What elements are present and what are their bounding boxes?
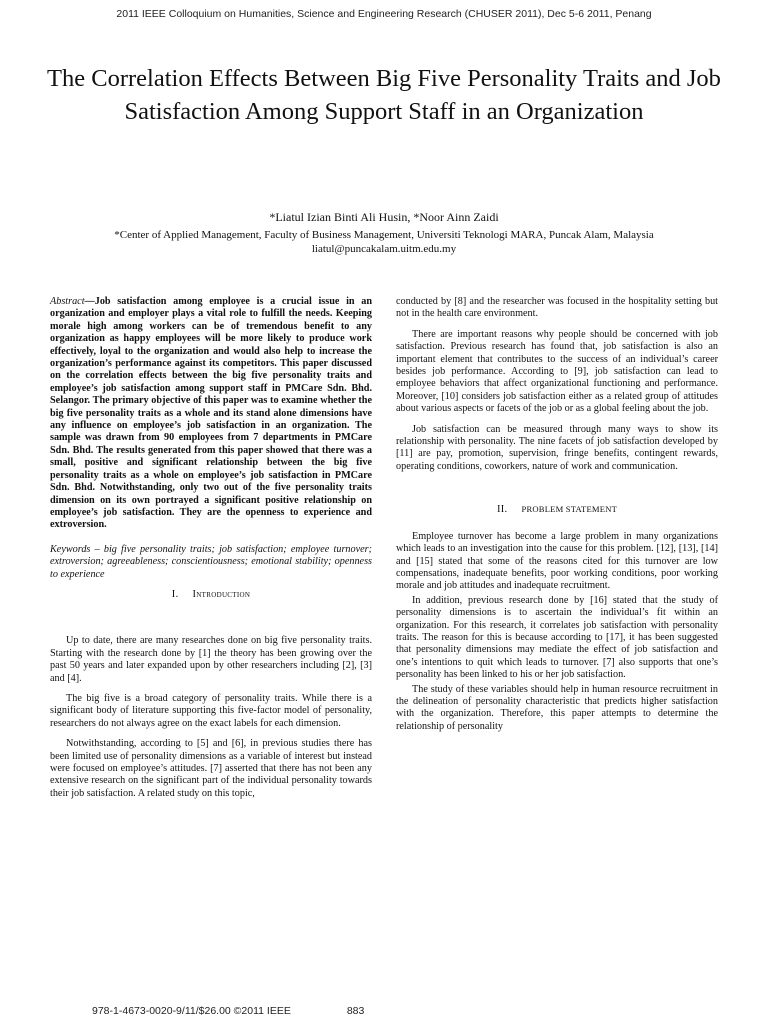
paragraph: conducted by [8] and the researcher was focused in the hospitality setting but not in the health care environment. xyxy=(396,296,718,320)
paragraph: Up to date, there are many researches done on big five personality traits. Starting with the research done by [1] the theory has been growing over the past 50 years and later expanded upon by other researchers including [2], [3] and [4]. xyxy=(50,635,372,684)
page-number: 883 xyxy=(346,1005,365,1017)
right-column xyxy=(396,296,718,735)
author-list: *Liatul Izian Binti Ali Husin, *Noor Ainn Zaidi xyxy=(269,210,499,224)
paragraph: Notwithstanding, according to [5] and [6], in previous studies there has been limited use of personality dimensions as a variable of interest but instead were focused on employee’s attitudes. [7] asserted that there has not been any extensive research on the significant part of the individual personality towards their job satisfaction. A related study on this topic, xyxy=(50,738,372,799)
left-column xyxy=(50,296,372,808)
paragraph: The big five is a broad category of personality traits. While there is a significant body of literature supporting this five-factor model of personality, researchers do not always agree on the exact labels for each dimension. xyxy=(50,692,372,729)
section-heading-problem-statement xyxy=(396,503,718,516)
conference-header: 2011 IEEE Colloquium on Humanities, Science and Engineering Research (CHUSER 2011), Dec 5-6 2011, Penang xyxy=(116,8,652,20)
paragraph: Employee turnover has become a large problem in many organizations which leads to an investigation into the cause for this problem. [12], [13], [14] and [15] stated that some of the reasons cited for this turnover are low compensations, inadequate benefits, poor working conditions, poor working morale and job attitudes and inadequate recruitment. xyxy=(396,530,718,592)
paragraph: Job satisfaction can be measured through many ways to show its relationship with personality. The nine facets of job satisfaction developed by [11] are pay, promotion, supervision, fringe benefits, contingent rewards, operating conditions, coworkers, nature of work and communication. xyxy=(396,423,718,472)
paper-title: The Correlation Effects Between Big Five Personality Traits and Job Satisfaction Among Support Staff in an Organization xyxy=(47,65,721,125)
section-heading-introduction xyxy=(50,589,372,601)
keywords: Keywords – big five personality traits; job satisfaction; employee turnover; extroversion; agreeableness; conscientiousness; emotional stability; openness to experience xyxy=(50,543,372,580)
isbn-copyright: 978-1-4673-0020-9/11/$26.00 ©2011 IEEE xyxy=(92,1005,291,1017)
page-footer xyxy=(92,1005,364,1017)
abstract-dash: — xyxy=(84,296,95,307)
abstract-label: Abstract xyxy=(50,296,85,307)
abstract xyxy=(50,296,372,532)
paragraph: The study of these variables should help in human resource recruitment in the delineation of personality characteristic that predicts higher satisfaction with the organization. Therefore, this paper attempts to determine the relationship of personality xyxy=(396,683,718,732)
section-number: I. xyxy=(171,588,179,600)
paragraph: There are important reasons why people should be concerned with job satisfaction. Previous research has found that, job satisfaction is also an important element that contributes to the success of an individual’s career besides job performance. According to [9], job satisfaction can lead to employee behaviors that affect organizational functioning and performance. Moreover, [10] considers job satisfaction either as a related group of attitudes about various aspects or facets of the job or as a global feeling about the job. xyxy=(396,328,718,415)
section-name: Introduction xyxy=(192,588,251,600)
section-name: PROBLEM STATEMENT xyxy=(521,504,618,515)
affiliation-block xyxy=(0,228,768,256)
abstract-text: Job satisfaction among employee is a crucial issue in an organization and employer plays a vital role to fulfill the needs. Keeping morale high among workers can be of tremendous benefit to any organization as happy employees will be more likely to produce work effectively, loyal to the organization and would also help to increase the organization’s performance against its competitors. This paper discussed on the correlation effects between the big five personality traits and employee’s job satisfaction among support staff in PMCare Sdn. Bhd. Selangor. The primary objective of this paper was to examine whether the big five personality traits as a whole and its stand alone dimensions have any influence on employee’s job satisfaction in an organization. The sample was drawn from 90 employees from 7 departments in PMCare Sdn. Bhd. The results generated from this paper showed that there was a small, positive and significant relationship between the big five personality traits as a whole on employee’s job satisfaction in PMCare Sdn. Bhd. Notwithstanding, only two out of the five personality traits dimension on its own portrayed a significant positive relationship on employee’s job satisfaction. They are the openness to experience and extroversion. xyxy=(50,296,372,531)
affiliation: *Center of Applied Management, Faculty of Business Management, Universiti Teknologi MARA, Puncak Alam, Malaysia xyxy=(114,229,654,241)
author-email: liatul@puncakalam.uitm.edu.my xyxy=(311,243,457,255)
paragraph: In addition, previous research done by [16] stated that the study of personality dimensions is to ascertain the individual’s fit within an organization. For this research, it correlates job satisfaction with personality traits. The reason for this is because according to [17], it has been suggested that personality dimensions may mediate the effect of job satisfaction and one’s intentions to quit which leads to turnover. [7] also supports that one’s personality has been linked to his or her job satisfaction. xyxy=(396,594,718,681)
section-number: II. xyxy=(496,504,508,516)
